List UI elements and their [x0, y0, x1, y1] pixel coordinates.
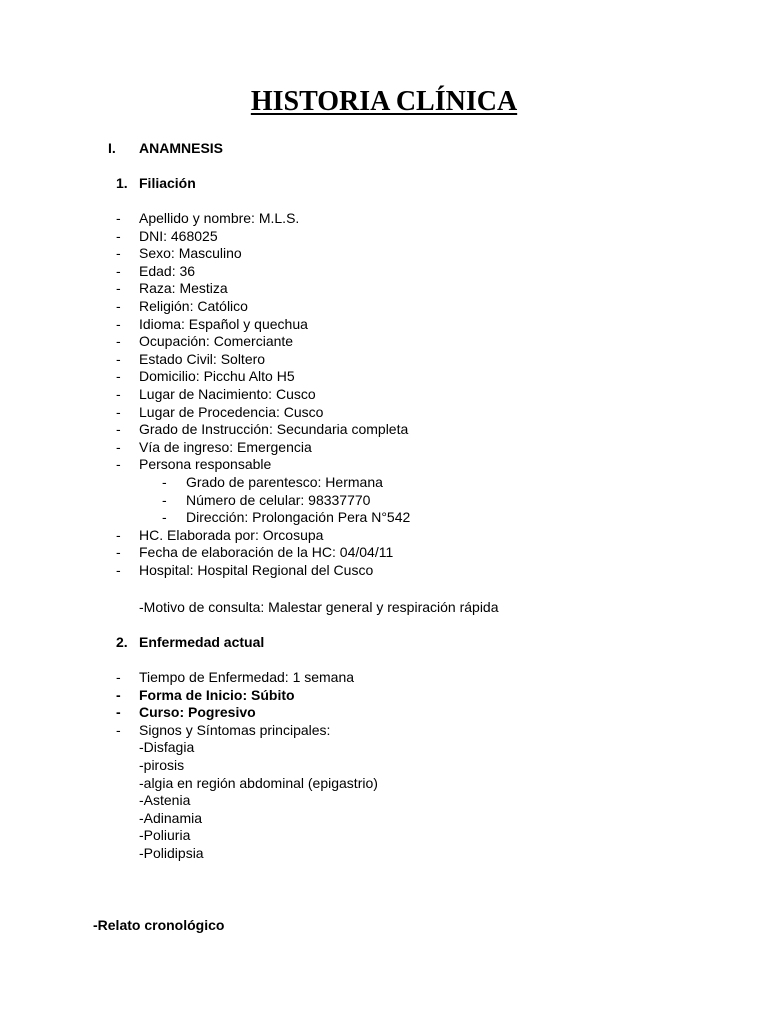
- relato-text: -Relato cronológico: [93, 917, 225, 933]
- bullet-dash: -: [116, 562, 121, 578]
- section-label: ANAMNESIS: [139, 140, 224, 156]
- bullet-dash: -: [162, 474, 167, 490]
- bullet-dash: -: [116, 298, 121, 314]
- list-item-text: Fecha de elaboración de la HC: 04/04/11: [139, 544, 394, 561]
- list-item-text: Lugar de Nacimiento: Cusco: [139, 386, 316, 402]
- symptom-text: -algia en región abdominal (epigastrio): [139, 774, 378, 791]
- list-item-text: Grado de Instrucción: Secundaria completa: [139, 421, 409, 438]
- list-item-text: Número de celular: 98337770: [186, 491, 371, 508]
- list-item-text: Religión: Católico: [139, 298, 248, 314]
- list-item-text: Grado de parentesco: Hermana: [186, 474, 383, 490]
- list-item-text: Hospital: Hospital Regional del Cusco: [139, 562, 374, 578]
- list-item-text: Raza: Mestiza: [139, 280, 228, 297]
- bullet-dash: -: [116, 456, 121, 473]
- enfermedad-number: 2.: [116, 634, 128, 650]
- symptom-text: -Poliuria: [139, 827, 191, 844]
- bullet-dash: -: [116, 386, 121, 402]
- list-item-text: Curso: Pogresivo: [139, 704, 256, 721]
- bullet-dash: -: [116, 704, 121, 721]
- bullet-dash: -: [116, 438, 121, 455]
- symptom-text: -Disfagia: [139, 739, 195, 756]
- bullet-dash: -: [116, 686, 121, 703]
- list-item-text: HC. Elaborada por: Orcosupa: [139, 526, 324, 543]
- list-item-text: Vía de ingreso: Emergencia: [139, 438, 312, 455]
- symptom-text: -pirosis: [139, 757, 185, 773]
- list-item-text: Lugar de Procedencia: Cusco: [139, 403, 324, 420]
- list-item-text: Persona responsable: [139, 456, 272, 473]
- list-item-text: Sexo: Masculino: [139, 245, 242, 262]
- list-item-text: Tiempo de Enfermedad: 1 semana: [139, 669, 355, 685]
- bullet-dash: -: [116, 227, 121, 244]
- list-item-text: Dirección: Prolongación Pera N°542: [186, 509, 411, 526]
- bullet-dash: -: [116, 315, 121, 332]
- list-item-text: DNI: 468025: [139, 227, 218, 244]
- bullet-dash: -: [162, 509, 167, 526]
- bullet-dash: -: [116, 245, 121, 262]
- list-item-text: Ocupación: Comerciante: [139, 333, 294, 350]
- symptom-text: -Adinamia: [139, 809, 203, 826]
- document-title: HISTORIA CLÍNICA: [250, 86, 518, 117]
- list-item-text: Edad: 36: [139, 262, 196, 279]
- list-item-text: Domicilio: Picchu Alto H5: [139, 368, 295, 385]
- list-item-text: Forma de Inicio: Súbito: [139, 686, 295, 703]
- bullet-dash: -: [162, 491, 167, 508]
- list-item-text: Estado Civil: Soltero: [139, 350, 266, 367]
- list-item-text: Idioma: Español y quechua: [139, 315, 308, 332]
- list-item-text: Apellido y nombre: M.L.S.: [139, 210, 300, 226]
- bullet-dash: -: [116, 350, 121, 367]
- bullet-dash: -: [116, 403, 121, 420]
- bullet-dash: -: [116, 421, 121, 438]
- bullet-dash: -: [116, 526, 121, 543]
- list-item-text: Signos y Síntomas principales:: [139, 721, 331, 738]
- bullet-dash: -: [116, 721, 121, 738]
- bullet-dash: -: [116, 210, 121, 226]
- enfermedad-label: Enfermedad actual: [139, 634, 265, 650]
- section-numeral: I.: [108, 140, 116, 156]
- symptom-text: -Polidipsia: [139, 845, 204, 861]
- bullet-dash: -: [116, 333, 121, 350]
- filiacion-number: 1.: [116, 175, 128, 191]
- motivo-text: -Motivo de consulta: Malestar general y respiración rápida: [139, 599, 499, 615]
- symptom-text: -Astenia: [139, 792, 191, 809]
- bullet-dash: -: [116, 368, 121, 385]
- bullet-dash: -: [116, 544, 121, 561]
- bullet-dash: -: [116, 669, 121, 685]
- filiacion-label: Filiación: [139, 175, 196, 191]
- bullet-dash: -: [116, 262, 121, 279]
- bullet-dash: -: [116, 280, 121, 297]
